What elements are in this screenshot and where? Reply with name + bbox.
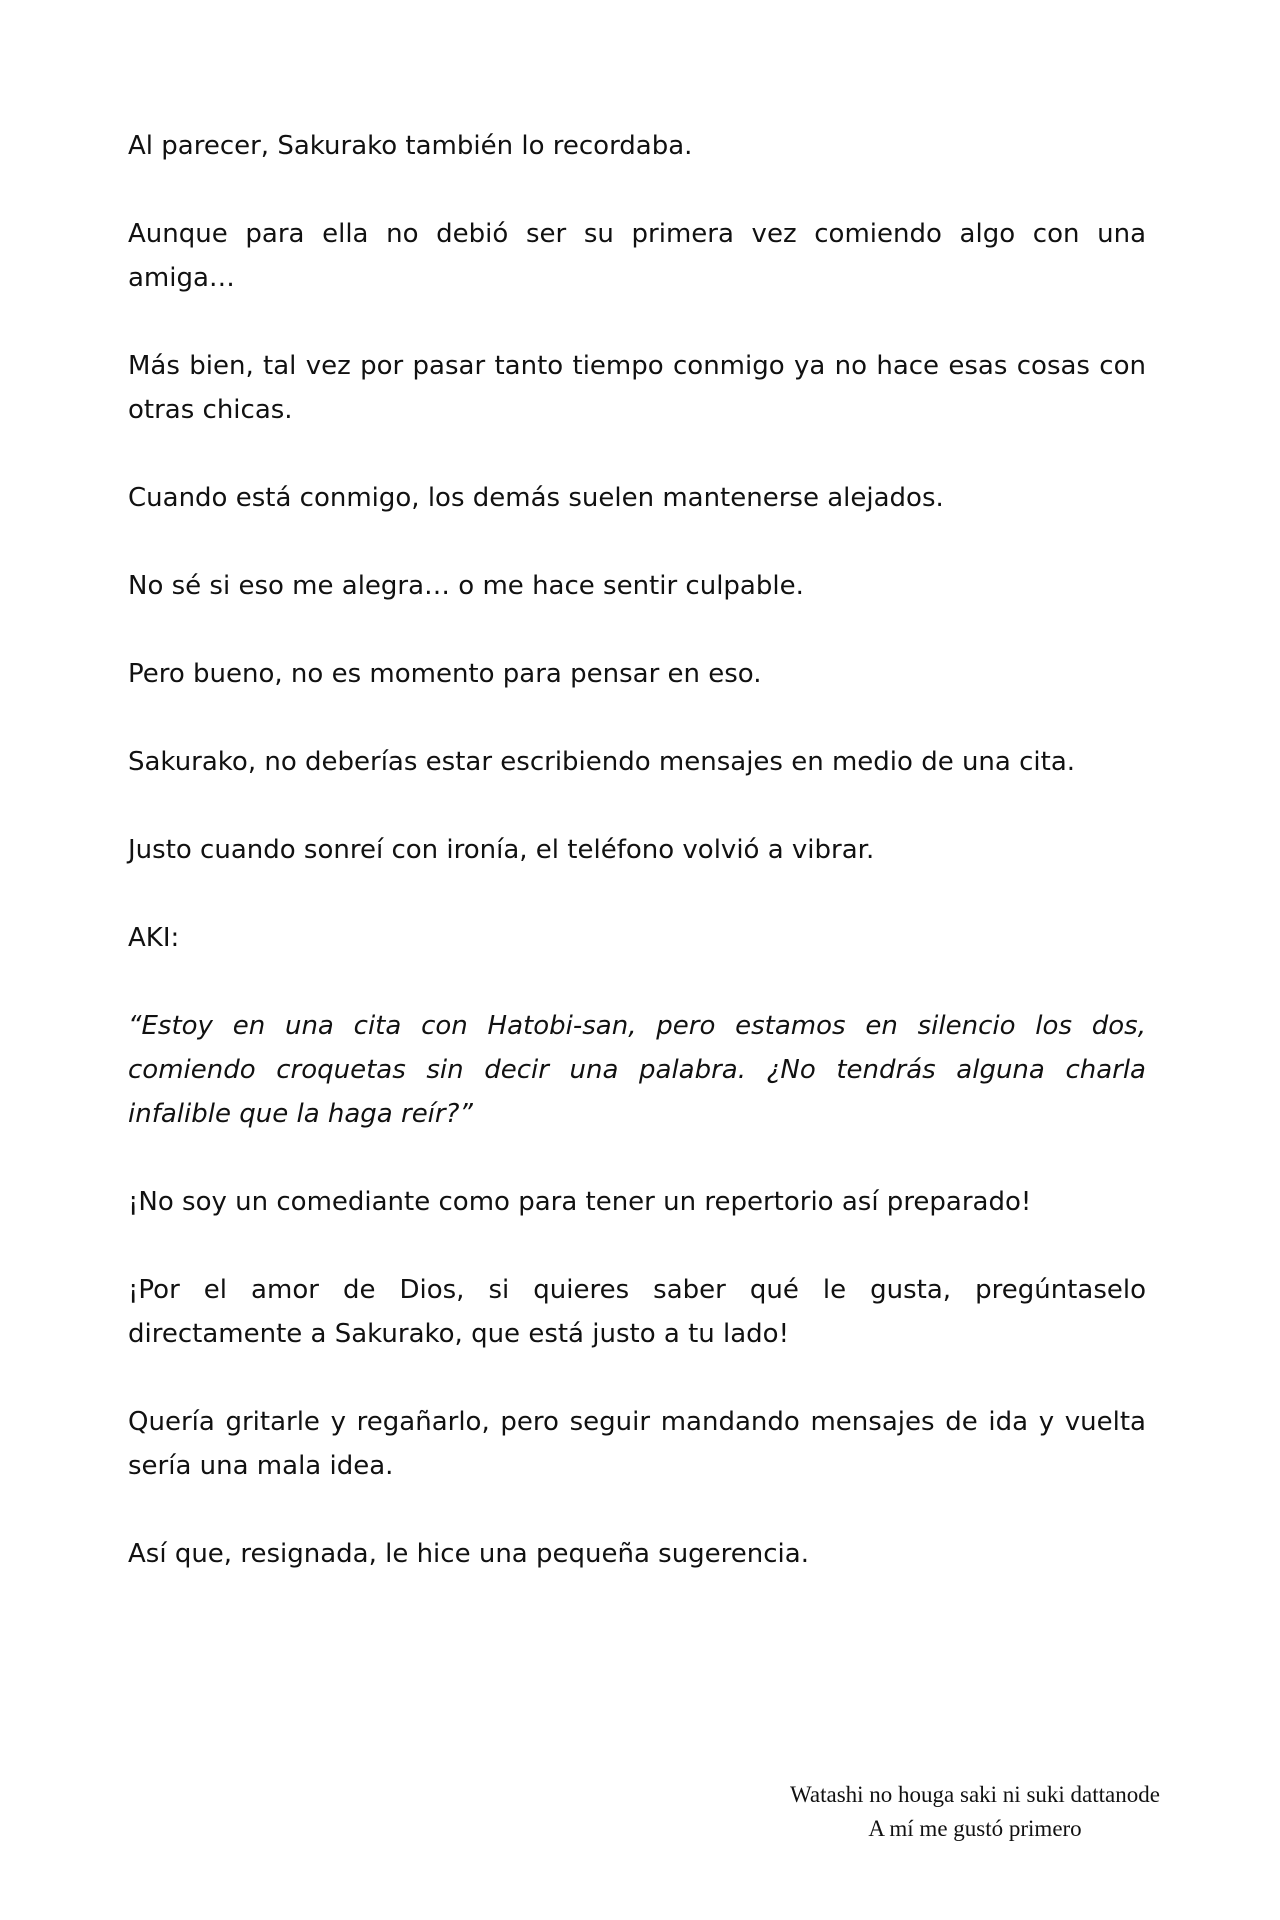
paragraph: Al parecer, Sakurako también lo recordaba. xyxy=(128,131,693,161)
paragraph: Justo cuando sonreí con ironía, el teléfono volvió a vibrar. xyxy=(128,835,875,865)
paragraph: ¡Por el amor de Dios, si quieres saber qué le gusta, pregúntaselo directamente a Sakurako, que está justo a tu lado! xyxy=(128,1275,1146,1349)
footer-translated-title: A mí me gustó primero xyxy=(868,1816,1082,1841)
paragraph: Quería gritarle y regañarlo, pero seguir mandando mensajes de ida y vuelta sería una mala idea. xyxy=(128,1407,1146,1481)
page-footer xyxy=(755,1778,1195,1846)
paragraph: ¡No soy un comediante como para tener un repertorio así preparado! xyxy=(128,1187,1032,1217)
paragraph: Así que, resignada, le hice una pequeña sugerencia. xyxy=(128,1539,809,1569)
paragraph: Pero bueno, no es momento para pensar en eso. xyxy=(128,659,762,689)
paragraph: AKI: xyxy=(128,923,180,953)
paragraph: “Estoy en una cita con Hatobi-san, pero estamos en silencio los dos, comiendo croquetas sin decir una palabra. ¿No tendrás alguna charla infalible que la haga reír?” xyxy=(128,1011,1146,1129)
paragraph: Aunque para ella no debió ser su primera vez comiendo algo con una amiga… xyxy=(128,219,1146,293)
footer-original-title: Watashi no houga saki ni suki dattanode xyxy=(790,1782,1160,1807)
paragraph: Sakurako, no deberías estar escribiendo mensajes en medio de una cita. xyxy=(128,747,1076,777)
paragraph: No sé si eso me alegra… o me hace sentir culpable. xyxy=(128,571,804,601)
paragraph: Cuando está conmigo, los demás suelen mantenerse alejados. xyxy=(128,483,944,513)
page-body xyxy=(128,124,1146,1620)
paragraph: Más bien, tal vez por pasar tanto tiempo conmigo ya no hace esas cosas con otras chicas. xyxy=(128,351,1146,425)
